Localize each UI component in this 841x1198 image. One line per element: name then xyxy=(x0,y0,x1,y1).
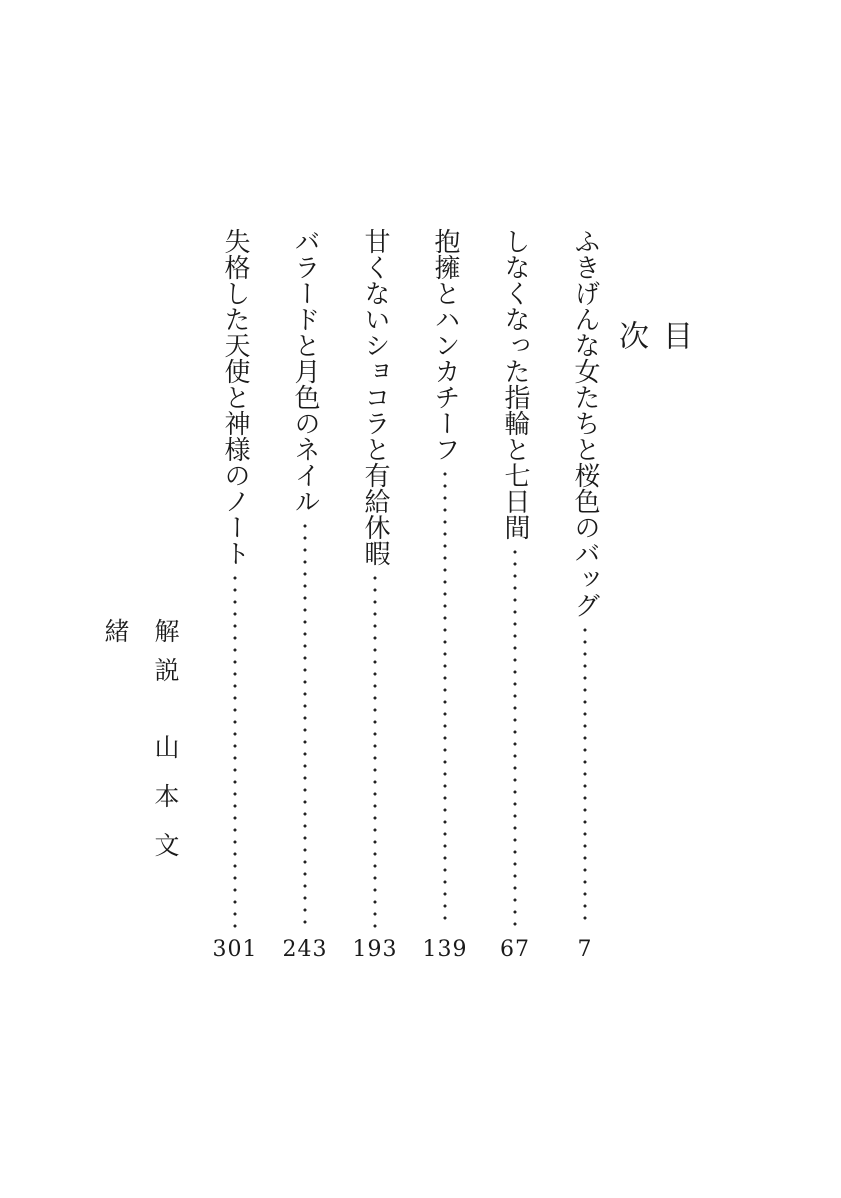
dot-leader xyxy=(302,520,308,928)
entry-title: 抱擁とハンカチーフ xyxy=(430,228,460,462)
dot-leader xyxy=(232,572,238,928)
dot-leader xyxy=(442,468,448,928)
entry-page-number: 67 xyxy=(500,937,530,962)
toc-entry[interactable] xyxy=(213,228,257,928)
entry-title: ふきげんな女たちと桜色のバッグ xyxy=(570,228,600,618)
dot-leader xyxy=(512,546,518,928)
toc-entry[interactable] xyxy=(563,228,607,928)
toc-entry[interactable] xyxy=(493,228,537,928)
commentary-label: 解説 xyxy=(151,618,180,696)
toc-heading: 目 次 xyxy=(613,320,692,372)
entry-page-number: 301 xyxy=(212,937,258,962)
toc-entry[interactable] xyxy=(423,228,467,928)
dot-leader xyxy=(582,624,588,928)
entry-title: 甘くないショコラと有給休暇 xyxy=(360,228,390,566)
entry-title: 失格した天使と神様のノート xyxy=(220,228,250,566)
commentary-author: 山本文緒 xyxy=(101,618,180,881)
entry-title: しなくなった指輪と七日間 xyxy=(500,228,530,540)
dot-leader xyxy=(372,572,378,928)
entry-page-number: 193 xyxy=(352,937,398,962)
entry-page-number: 7 xyxy=(577,937,593,962)
entry-title: バラードと月色のネイル xyxy=(290,228,320,514)
entry-page-number: 139 xyxy=(422,937,468,962)
commentary-entry[interactable] xyxy=(101,618,190,918)
toc-entry[interactable] xyxy=(353,228,397,928)
toc-entry[interactable] xyxy=(283,228,327,928)
entry-page-number: 243 xyxy=(282,937,328,962)
